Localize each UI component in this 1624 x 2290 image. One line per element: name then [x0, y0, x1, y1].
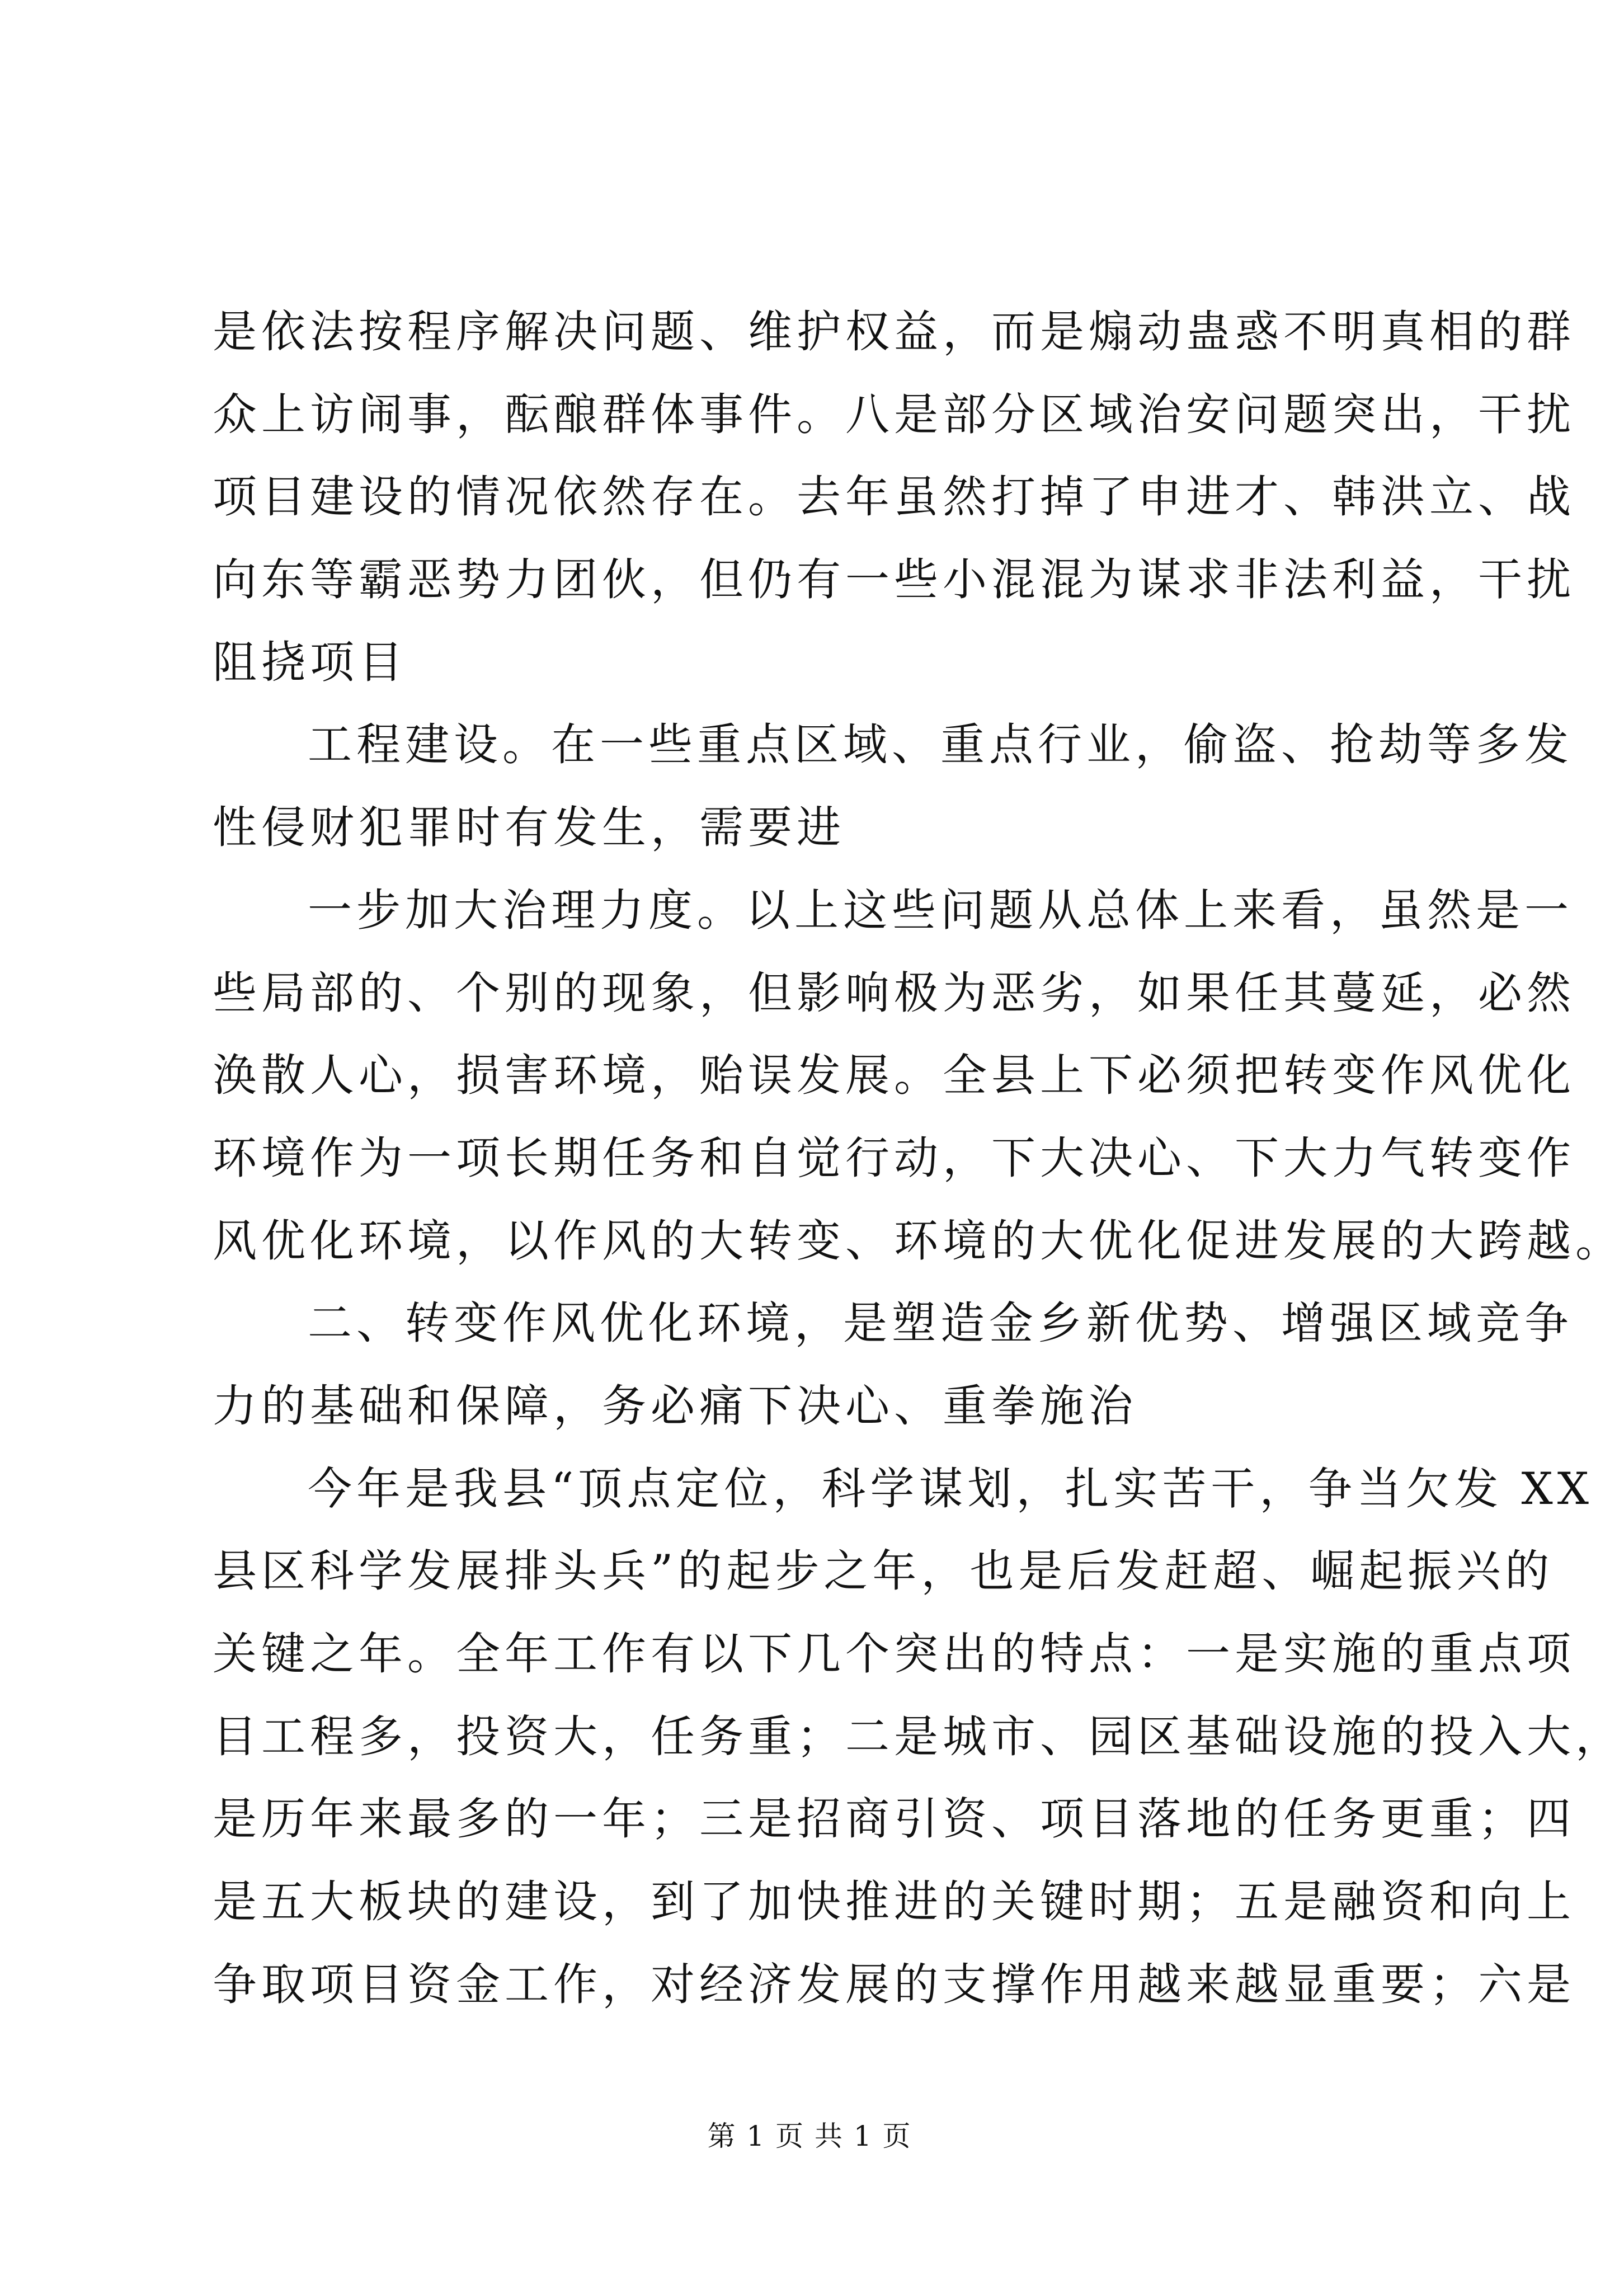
text-line-6: 工程建设。在一些重点区域、重点行业，偷盗、抢劫等多发 — [308, 719, 1573, 771]
text-line-15: 今年是我县“顶点定位，科学谋划，扎实苦干，争当欠发 XX — [308, 1463, 1593, 1515]
text-line-21: 争取项目资金工作，对经济发展的支撑作用越来越显重要；六是 — [213, 1958, 1575, 2010]
page-number-footer: 第 1 页 共 1 页 — [707, 2120, 912, 2152]
text-line-20: 是五大板块的建设，到了加快推进的关键时期；五是融资和向上 — [213, 1876, 1575, 1928]
document-body — [213, 291, 1624, 2026]
text-line-1: 是依法按程序解决问题、维护权益，而是煽动蛊惑不明真相的群 — [213, 306, 1575, 358]
text-line-2: 众上访闹事，酝酿群体事件。八是部分区域治安问题突出，干扰 — [213, 388, 1575, 440]
text-line-16: 县区科学发展排头兵”的起步之年，也是后发赶超、崛起振兴的 — [213, 1545, 1554, 1597]
text-line-18: 目工程多，投资大，任务重；二是城市、园区基础设施的投入大， — [213, 1710, 1624, 1762]
text-line-9: 些局部的、个别的现象，但影响极为恶劣，如果任其蔓延，必然 — [213, 967, 1575, 1019]
text-line-13: 二、转变作风优化环境，是塑造金乡新优势、增强区域竞争 — [308, 1297, 1573, 1349]
text-line-8: 一步加大治理力度。以上这些问题从总体上来看，虽然是一 — [308, 884, 1573, 936]
text-line-7: 性侵财犯罪时有发生，需要进 — [213, 802, 845, 854]
text-line-5: 阻挠项目 — [213, 636, 407, 688]
text-line-12: 风优化环境，以作风的大转变、环境的大优化促进发展的大跨越。 — [213, 1215, 1624, 1267]
text-line-19: 是历年来最多的一年；三是招商引资、项目落地的任务更重；四 — [213, 1793, 1575, 1845]
text-line-17: 关键之年。全年工作有以下几个突出的特点：一是实施的重点项 — [213, 1628, 1575, 1680]
text-line-11: 环境作为一项长期任务和自觉行动，下大决心、下大力气转变作 — [213, 1132, 1575, 1184]
text-line-10: 涣散人心，损害环境，贻误发展。全县上下必须把转变作风优化 — [213, 1050, 1575, 1102]
text-line-14: 力的基础和保障，务必痛下决心、重拳施治 — [213, 1380, 1137, 1432]
text-line-3: 项目建设的情况依然存在。去年虽然打掉了申进才、韩洪立、战 — [213, 471, 1575, 523]
text-line-4: 向东等霸恶势力团伙，但仍有一些小混混为谋求非法利益，干扰 — [213, 554, 1575, 606]
